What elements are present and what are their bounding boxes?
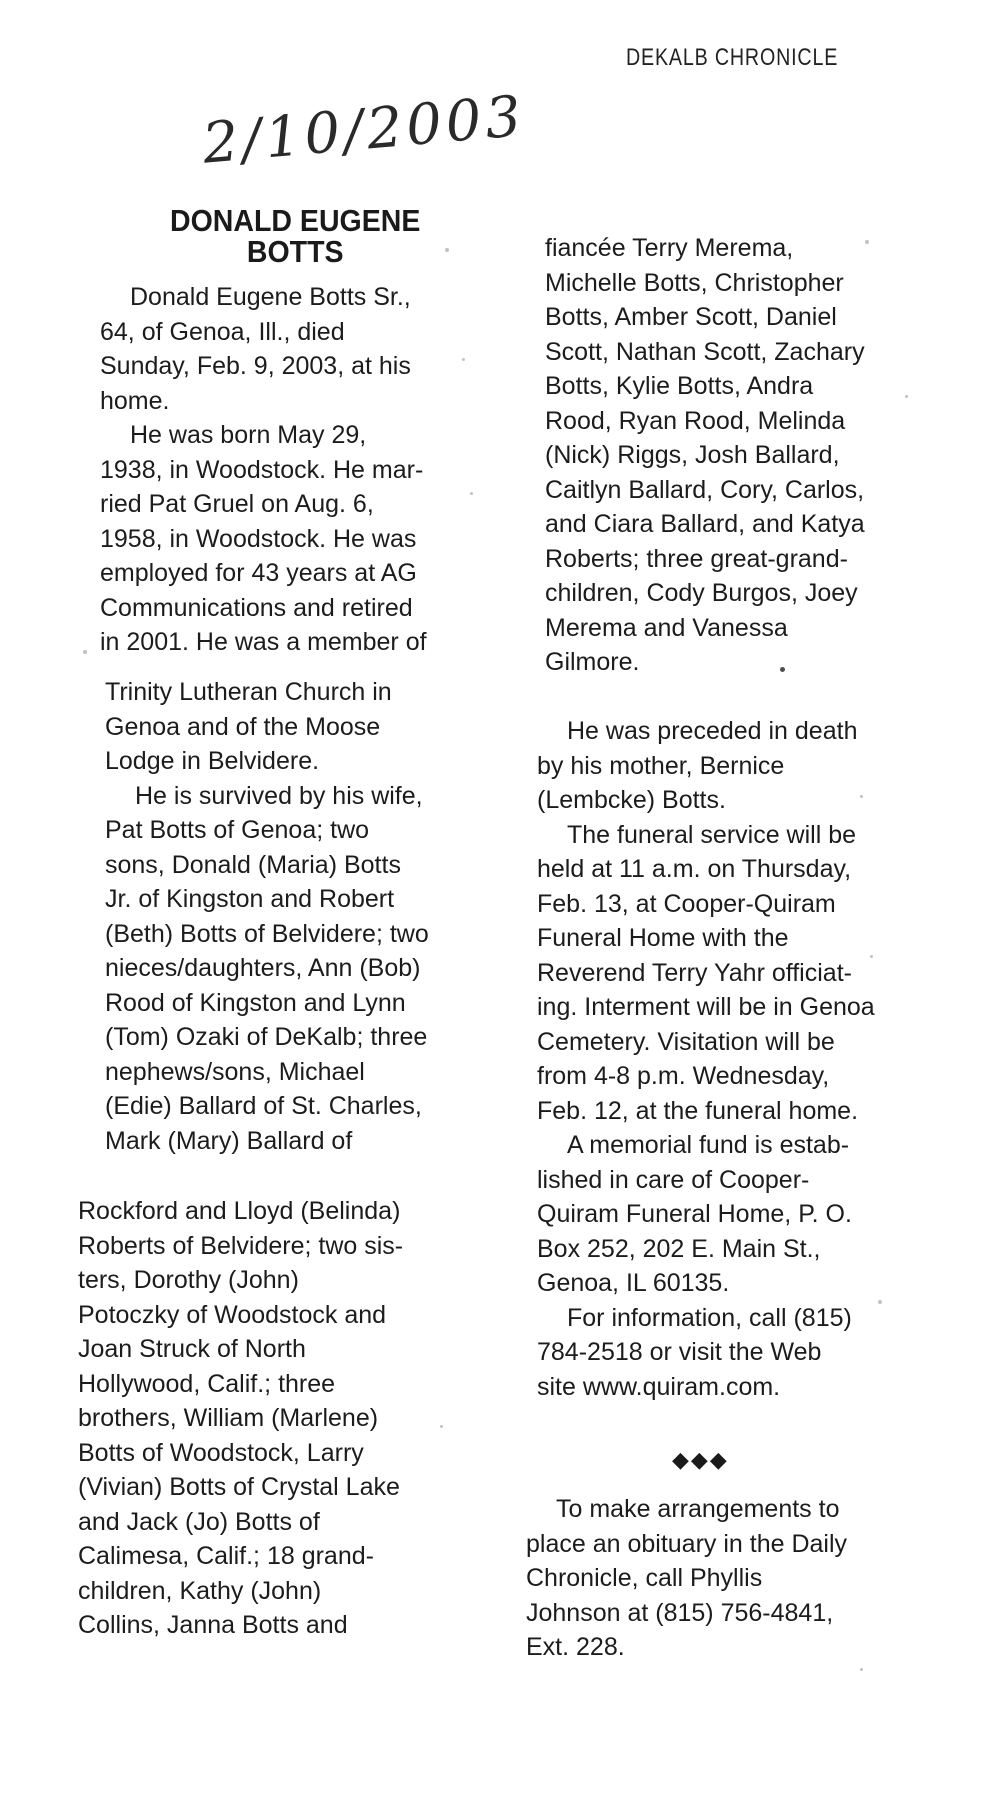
text-line: home.	[100, 386, 170, 415]
text-line: Botts of Woodstock, Larry	[78, 1438, 364, 1467]
text-line: Michelle Botts, Christopher	[545, 268, 844, 297]
text-line: Joan Struck of North	[78, 1335, 306, 1363]
text-line: (Lembcke) Botts.	[537, 786, 726, 814]
text-line: ing. Interment will be in Genoa	[537, 993, 875, 1021]
text-line: For information, call (815)	[567, 1303, 852, 1332]
text-line: (Vivian) Botts of Crystal Lake	[78, 1473, 400, 1501]
text-line: He is survived by his wife,	[135, 781, 423, 810]
text-line: Botts, Amber Scott, Daniel	[545, 303, 837, 331]
text-line: Rood, Ryan Rood, Melinda	[545, 406, 846, 435]
text-line: Roberts; three great-grand-	[545, 544, 848, 573]
text-line: 784-2518 or visit the Web	[537, 1338, 822, 1366]
text-line: Feb. 12, at the funeral home.	[537, 1096, 859, 1125]
column-2-part-b	[537, 714, 917, 1404]
photocopy-speck	[462, 358, 465, 361]
text-line: Merema and Vanessa	[545, 613, 788, 642]
handwritten-date: 2/10/2003	[200, 83, 528, 177]
column-1-part-b	[105, 675, 485, 1158]
text-line: Rood of Kingston and Lynn	[105, 988, 406, 1017]
column-1-part-c	[78, 1194, 478, 1643]
text-line: 1938, in Woodstock. He mar-	[100, 455, 424, 484]
text-line: Trinity Lutheran Church in	[105, 678, 392, 706]
headline-line-1: DONALD EUGENE	[170, 203, 421, 238]
text-line: Funeral Home with the	[537, 924, 789, 952]
text-line: Genoa, IL 60135.	[537, 1269, 730, 1297]
text-line: Hollywood, Calif.; three	[78, 1369, 336, 1398]
text-line: ried Pat Gruel on Aug. 6,	[100, 490, 374, 518]
text-line: Caitlyn Ballard, Cory, Carlos,	[545, 475, 865, 504]
text-line: Chronicle, call Phyllis	[526, 1564, 763, 1592]
photocopy-speck	[445, 248, 449, 252]
column-1-part-a	[100, 280, 480, 660]
text-line: (Nick) Riggs, Josh Ballard,	[545, 441, 840, 469]
photocopy-speck	[780, 667, 785, 672]
text-line: Box 252, 202 E. Main St.,	[537, 1234, 821, 1263]
text-line: 1958, in Woodstock. He was	[100, 524, 417, 553]
text-line: Ext. 228.	[526, 1633, 625, 1661]
text-line: He was preceded in death	[567, 717, 858, 745]
text-line: Rockford and Lloyd (Belinda)	[78, 1197, 401, 1225]
text-line: Calimesa, Calif.; 18 grand-	[78, 1542, 374, 1570]
text-line: Potoczky of Woodstock and	[78, 1300, 387, 1329]
text-line: and Jack (Jo) Botts of	[78, 1507, 320, 1536]
photocopy-speck	[865, 240, 869, 244]
text-line: Mark (Mary) Ballard of	[105, 1126, 353, 1155]
photocopy-speck	[83, 650, 87, 654]
text-line: nephews/sons, Michael	[105, 1057, 365, 1086]
column-2-part-a	[545, 231, 925, 680]
photocopy-speck	[860, 1668, 863, 1671]
headline-line-2: BOTTS	[246, 234, 344, 269]
text-line: place an obituary in the Daily	[526, 1529, 848, 1558]
text-line: brothers, William (Marlene)	[78, 1404, 379, 1432]
text-line: fiancée Terry Merema,	[545, 234, 794, 262]
text-line: Botts, Kylie Botts, Andra	[545, 372, 814, 400]
text-line: Roberts of Belvidere; two sis-	[78, 1231, 404, 1260]
text-line: in 2001. He was a member of	[100, 628, 427, 656]
text-line: ters, Dorothy (John)	[78, 1266, 299, 1294]
text-line: Scott, Nathan Scott, Zachary	[545, 337, 865, 366]
text-line: (Tom) Ozaki of DeKalb; three	[105, 1023, 428, 1051]
text-line: nieces/daughters, Ann (Bob)	[105, 954, 421, 982]
text-line: Gilmore.	[545, 648, 640, 676]
text-line: 64, of Genoa, Ill., died	[100, 317, 345, 346]
text-line: by his mother, Bernice	[537, 751, 785, 780]
text-line: from 4-8 p.m. Wednesday,	[537, 1062, 830, 1090]
column-2-part-c	[526, 1492, 906, 1665]
diamond-divider-icon: ◆◆◆	[672, 1448, 729, 1473]
text-line: Johnson at (815) 756-4841,	[526, 1598, 834, 1627]
photocopy-speck	[905, 395, 908, 398]
text-line: children, Cody Burgos, Joey	[545, 579, 858, 607]
photocopy-speck	[870, 955, 873, 958]
text-line: and Ciara Ballard, and Katya	[545, 510, 865, 538]
text-line: Pat Botts of Genoa; two	[105, 816, 370, 844]
photocopy-speck	[440, 1425, 443, 1428]
text-line: lished in care of Cooper-	[537, 1165, 810, 1194]
text-line: To make arrangements to	[556, 1495, 840, 1523]
text-line: site www.quiram.com.	[537, 1372, 781, 1401]
newspaper-name: DEKALB CHRONICLE	[626, 44, 839, 71]
text-line: Feb. 13, at Cooper-Quiram	[537, 889, 836, 918]
text-line: Donald Eugene Botts Sr.,	[130, 283, 411, 311]
text-line: (Beth) Botts of Belvidere; two	[105, 919, 429, 948]
text-line: Cemetery. Visitation will be	[537, 1027, 835, 1056]
text-line: employed for 43 years at AG	[100, 559, 417, 587]
text-line: Reverend Terry Yahr officiat-	[537, 958, 852, 987]
text-line: Communications and retired	[100, 593, 413, 622]
text-line: held at 11 a.m. on Thursday,	[537, 855, 852, 883]
text-line: sons, Donald (Maria) Botts	[105, 850, 401, 879]
text-line: Lodge in Belvidere.	[105, 747, 320, 775]
text-line: Quiram Funeral Home, P. O.	[537, 1200, 852, 1228]
text-line: The funeral service will be	[567, 820, 857, 849]
text-line: (Edie) Ballard of St. Charles,	[105, 1092, 422, 1120]
text-line: Collins, Janna Botts and	[78, 1611, 348, 1639]
obituary-headline	[148, 205, 442, 267]
photocopy-speck	[470, 492, 473, 495]
photocopy-speck	[878, 1300, 882, 1304]
text-line: children, Kathy (John)	[78, 1576, 322, 1605]
text-line: Genoa and of the Moose	[105, 712, 381, 741]
text-line: A memorial fund is estab-	[567, 1131, 850, 1159]
photocopy-speck	[860, 795, 863, 798]
text-line: Jr. of Kingston and Robert	[105, 885, 395, 913]
text-line: He was born May 29,	[130, 421, 367, 449]
text-line: Sunday, Feb. 9, 2003, at his	[100, 352, 411, 380]
